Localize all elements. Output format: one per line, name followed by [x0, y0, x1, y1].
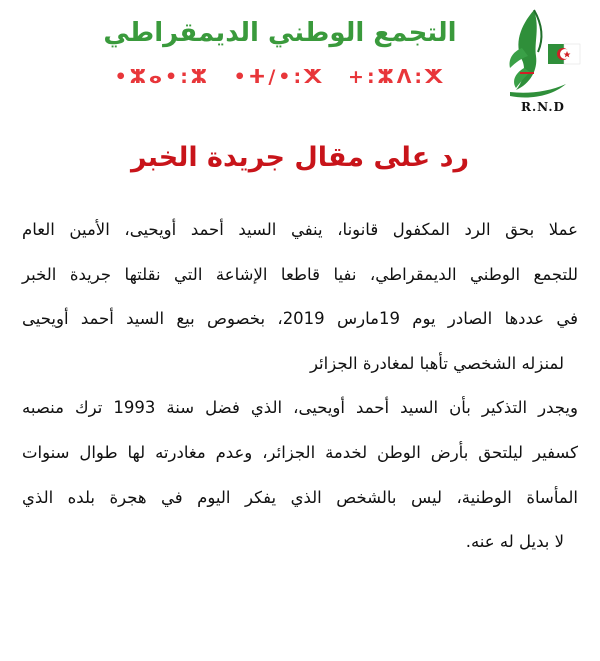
text-line: كسفير ليلتحق بأرض الوطن لخدمة الجزائر، وعدم مغادرته لها طوال سنوات	[22, 442, 578, 462]
text-line: المأساة الوطنية، ليس بالشخص الذي يفكر اليوم في هجرة بلده الذي	[22, 487, 578, 507]
text-line: للتجمع الوطني الديمقراطي، نفيا قاطعا الإشاعة التي نقلتها جريدة الخبر	[22, 264, 578, 284]
organization-name-tifinagh: •ⵣⴰ•:ⵣ •ⵜ/•:ⵅ +:ⵣⴷ:ⵅ	[114, 66, 446, 88]
algerian-flag-icon	[500, 8, 586, 103]
rnd-logo	[500, 8, 586, 120]
text-line: لا بديل له عنه.	[465, 532, 564, 552]
paragraph	[22, 208, 578, 386]
text-line: في عددها الصادر يوم 19مارس 2019، بخصوص بيع السيد أحمد أويحيى	[22, 309, 578, 329]
text-line: ويجدر التذكير بأن السيد أحمد أويحيى، الذي فضل سنة 1993 ترك منصبه	[22, 398, 578, 418]
paragraph	[22, 386, 578, 564]
text-line: عملا بحق الرد المكفول قانونا، ينفي السيد أحمد أويحيى، الأمين العام	[22, 220, 578, 239]
logo-abbreviation: R.N.D	[521, 100, 565, 114]
document-body	[22, 208, 578, 565]
document-title: رد على مقال جريدة الخبر	[130, 142, 470, 173]
letterhead	[0, 0, 600, 125]
text-line: لمنزله الشخصي تأهبا لمغادرة الجزائر	[309, 353, 564, 373]
organization-name-arabic: التجمع الوطني الديمقراطي	[103, 18, 457, 48]
